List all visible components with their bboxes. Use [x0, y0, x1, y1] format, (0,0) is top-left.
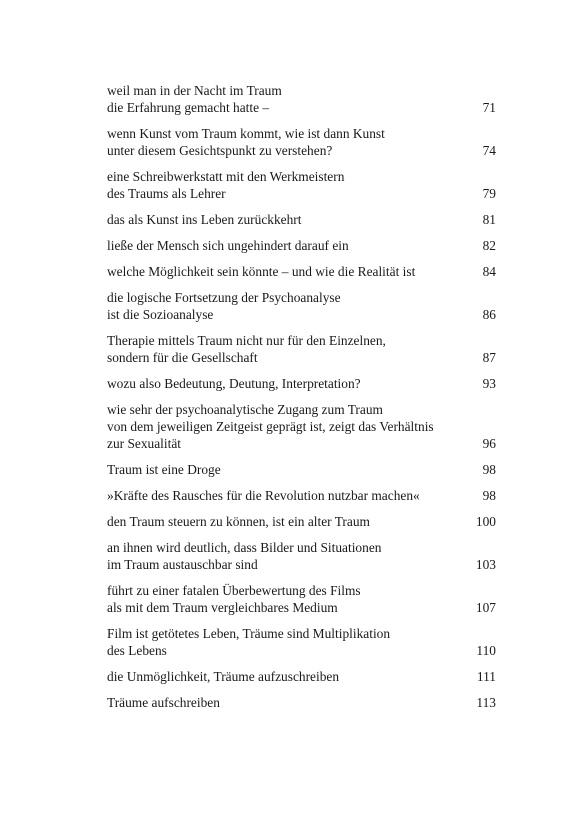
- toc-entry-page-number: 100: [475, 514, 496, 529]
- toc-entry-title-line: eine Schreibwerkstatt mit den Werkmeistern: [107, 169, 345, 184]
- toc-entry-page-number: 103: [475, 557, 496, 572]
- toc-entry-title-line: den Traum steuern zu können, ist ein alter Traum: [107, 514, 370, 529]
- toc-entry-title-line: wenn Kunst vom Traum kommt, wie ist dann Kunst: [107, 126, 385, 141]
- toc-entry-title-line: von dem jeweiligen Zeitgeist geprägt ist, zeigt das Verhältnis: [107, 419, 434, 434]
- toc-entry-title-line: sondern für die Gesellschaft: [107, 350, 258, 365]
- toc-entry-page-number: 79: [482, 186, 496, 201]
- toc-entry-title-line: welche Möglichkeit sein könnte – und wie die Realität ist: [107, 264, 416, 279]
- toc-entry-title-line: Träume aufschreiben: [107, 695, 220, 710]
- toc-entry-page-number: 74: [482, 143, 496, 158]
- toc-entry: [107, 332, 496, 366]
- toc-entry: [107, 461, 496, 478]
- toc-entry: [107, 82, 496, 116]
- toc-entry: [107, 125, 496, 159]
- toc-entry-page-number: 113: [476, 695, 496, 710]
- toc-entry-page-number: 98: [482, 488, 496, 503]
- toc-entry-page-number: 110: [476, 643, 496, 658]
- toc-entry-title-line: ließe der Mensch sich ungehindert darauf ein: [107, 238, 349, 253]
- toc-entry-page-number: 81: [482, 212, 496, 227]
- toc-entry-title-line: ist die Sozioanalyse: [107, 307, 214, 322]
- toc-entry: [107, 694, 496, 711]
- toc-entry: [107, 168, 496, 202]
- toc-entry-title-line: des Lebens: [107, 643, 167, 658]
- toc-entry: [107, 668, 496, 685]
- toc-entry-title-line: weil man in der Nacht im Traum: [107, 83, 282, 98]
- toc-entry-title-line: im Traum austauschbar sind: [107, 557, 258, 572]
- toc-entry-page-number: 93: [482, 376, 496, 391]
- toc-entry: [107, 263, 496, 280]
- toc-entry-title-line: wie sehr der psychoanalytische Zugang zum Traum: [107, 402, 383, 417]
- toc-entry-page-number: 87: [482, 350, 496, 365]
- toc-entry-page-number: 98: [482, 462, 496, 477]
- toc-entry-page-number: 107: [475, 600, 496, 615]
- table-of-contents: [107, 82, 496, 720]
- toc-entry-title-line: »Kräfte des Rausches für die Revolution nutzbar machen«: [107, 488, 420, 503]
- toc-entry-title-line: Traum ist eine Droge: [107, 462, 221, 477]
- toc-entry-page-number: 96: [482, 436, 496, 451]
- toc-entry-page-number: 111: [476, 669, 496, 684]
- toc-entry: [107, 513, 496, 530]
- toc-entry: [107, 237, 496, 254]
- toc-entry-title-line: wozu also Bedeutung, Deutung, Interpretation?: [107, 376, 361, 391]
- toc-entry-title-line: Therapie mittels Traum nicht nur für den Einzelnen,: [107, 333, 386, 348]
- toc-entry: [107, 487, 496, 504]
- toc-entry: [107, 625, 496, 659]
- toc-entry-page-number: 71: [482, 100, 496, 115]
- toc-entry: [107, 401, 496, 452]
- toc-entry: [107, 539, 496, 573]
- toc-entry: [107, 211, 496, 228]
- toc-entry-title-line: die Unmöglichkeit, Träume aufzuschreiben: [107, 669, 340, 684]
- toc-entry-page-number: 86: [482, 307, 496, 322]
- toc-entry-title-line: führt zu einer fatalen Überbewertung des Films: [107, 583, 361, 598]
- toc-entry: [107, 375, 496, 392]
- toc-entry-title-line: an ihnen wird deutlich, dass Bilder und Situationen: [107, 540, 382, 555]
- toc-entry: [107, 289, 496, 323]
- toc-entry-title-line: Film ist getötetes Leben, Träume sind Multiplikation: [107, 626, 391, 641]
- toc-entry-title-line: das als Kunst ins Leben zurückkehrt: [107, 212, 302, 227]
- toc-entry: [107, 582, 496, 616]
- toc-entry-title-line: zur Sexualität: [107, 436, 181, 451]
- toc-entry-title-line: des Traums als Lehrer: [107, 186, 226, 201]
- toc-entry-page-number: 82: [482, 238, 496, 253]
- toc-entry-page-number: 84: [482, 264, 496, 279]
- toc-entry-title-line: die Erfahrung gemacht hatte –: [107, 100, 270, 115]
- toc-entry-title-line: die logische Fortsetzung der Psychoanalyse: [107, 290, 341, 305]
- toc-entry-title-line: als mit dem Traum vergleichbares Medium: [107, 600, 338, 615]
- toc-entry-title-line: unter diesem Gesichtspunkt zu verstehen?: [107, 143, 333, 158]
